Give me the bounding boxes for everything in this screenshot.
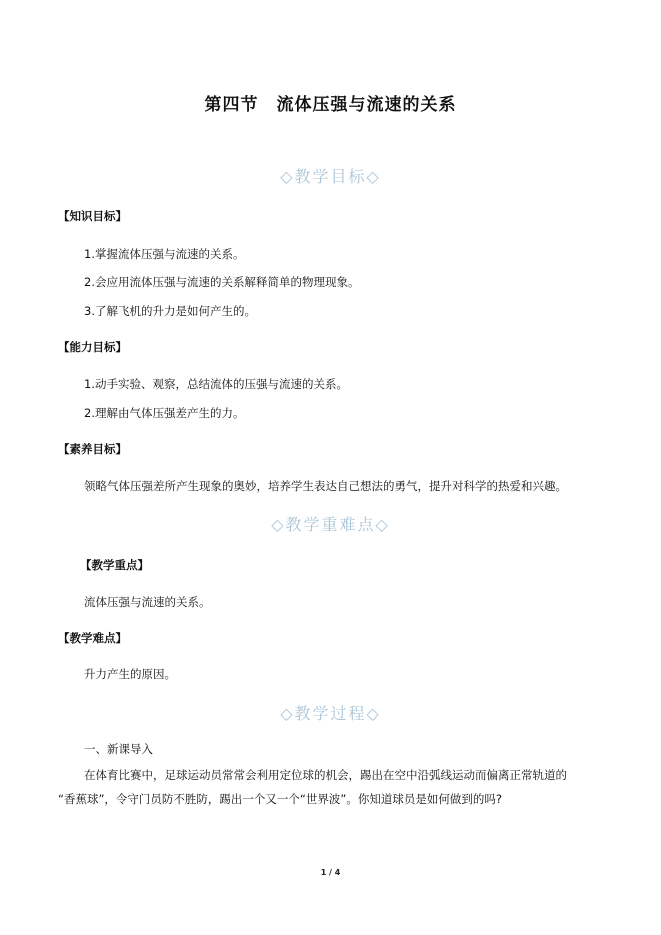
knowledge-label: 【知识目标】 bbox=[58, 209, 127, 223]
difficulty-label: 【教学难点】 bbox=[58, 631, 127, 645]
heading-key-points: ◇教学重难点◇ bbox=[271, 515, 390, 534]
title-section: 第四节 bbox=[204, 95, 259, 115]
ability-item-2: 2.理解由气体压强差产生的力。 bbox=[84, 406, 245, 420]
page-title bbox=[0, 90, 661, 115]
difficulty-text: 升力产生的原因。 bbox=[84, 667, 176, 681]
ability-item-1: 1.动手实验、观察，总结流体的压强与流速的关系。 bbox=[84, 377, 348, 391]
focus-label: 【教学重点】 bbox=[80, 558, 149, 572]
knowledge-item-1: 1.掌握流体压强与流速的关系。 bbox=[84, 247, 245, 261]
focus-text: 流体压强与流速的关系。 bbox=[84, 595, 211, 609]
literacy-label: 【素养目标】 bbox=[58, 442, 127, 456]
ability-label: 【能力目标】 bbox=[58, 340, 127, 354]
step1-line-1: 在体育比赛中，足球运动员常常会利用定位球的机会，踢出在空中沿弧线运动而偏离正常轨道的 bbox=[84, 768, 567, 782]
knowledge-item-3: 3.了解飞机的升力是如何产生的。 bbox=[84, 304, 256, 318]
heading-objectives: ◇教学目标◇ bbox=[280, 167, 381, 186]
literacy-text: 领略气体压强差所产生现象的奥妙，培养学生表达自己想法的勇气，提升对科学的热爱和兴趣。 bbox=[84, 479, 567, 493]
step1-heading: 一、新课导入 bbox=[84, 742, 153, 756]
title-topic: 流体压强与流速的关系 bbox=[276, 95, 457, 115]
knowledge-item-2: 2.会应用流体压强与流速的关系解释简单的物理现象。 bbox=[84, 275, 360, 289]
heading-process: ◇教学过程◇ bbox=[280, 704, 381, 723]
step1-line-2: “香蕉球”，令守门员防不胜防，踢出一个又一个“世界波”。你知道球员是如何做到的吗? bbox=[58, 792, 502, 806]
page-number: 1 / 4 bbox=[320, 868, 341, 877]
